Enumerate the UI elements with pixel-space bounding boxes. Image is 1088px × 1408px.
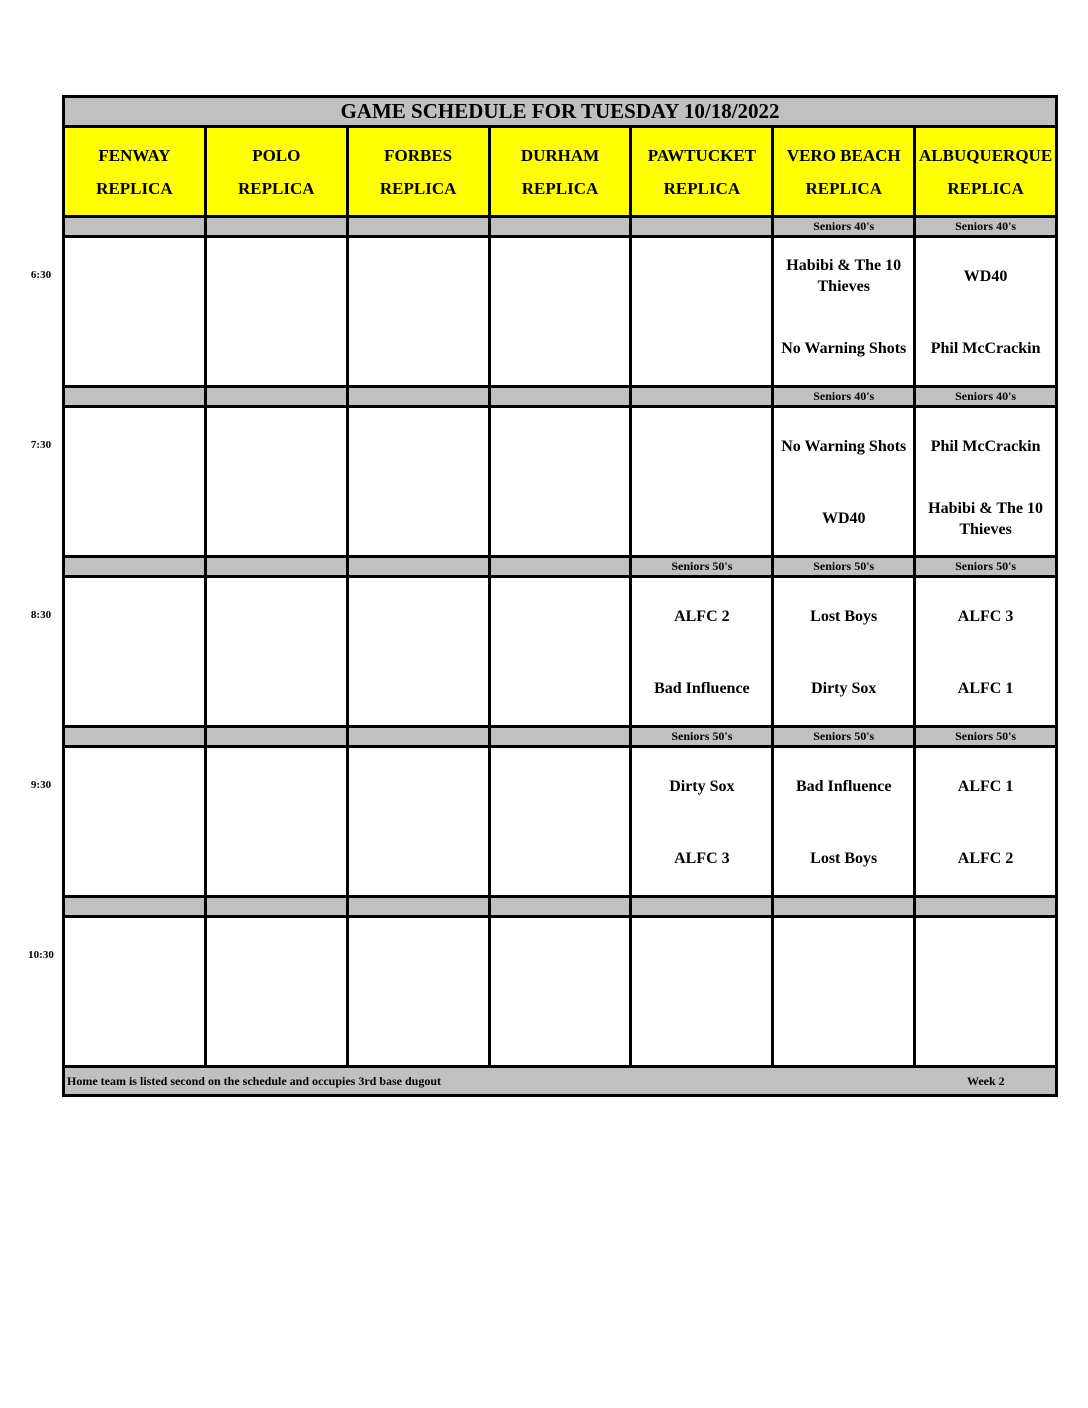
field-type: REPLICA [663,178,741,198]
field-header-albuquerque [916,128,1055,215]
away-team [916,918,1055,993]
division-row [65,385,1055,408]
division-label: Seniors 50's [916,558,1055,575]
game-cell [491,238,630,385]
division-label [916,898,1055,915]
field-type: REPLICA [521,178,599,198]
game-cell [491,918,630,1065]
home-team [491,653,630,726]
field-type: REPLICA [805,178,882,198]
home-team [65,823,204,896]
home-team [65,483,204,556]
game-cell [632,918,771,1065]
game-cell [491,748,630,895]
game-cell [65,748,204,895]
home-team [349,993,488,1066]
home-team [349,823,488,896]
division-label [632,388,771,405]
division-row [65,895,1055,918]
away-team [491,918,630,993]
division-label [65,558,204,575]
game-cell [916,748,1055,895]
time-slot-label: 7:30 [30,439,52,451]
away-team: Dirty Sox [669,777,735,795]
home-team: ALFC 3 [674,850,730,868]
away-team [349,408,488,483]
game-cell [349,238,488,385]
game-cell [207,578,346,725]
away-team [207,408,346,483]
game-cell [774,918,913,1065]
away-team [207,748,346,823]
away-team [491,578,630,653]
division-label [491,558,630,575]
away-team [65,578,204,653]
home-team: Phil McCrackin [930,340,1041,358]
away-team: Phil McCrackin [930,437,1041,455]
division-label: Seniors 50's [774,728,913,745]
home-team [349,653,488,726]
home-team [65,653,204,726]
field-header-vero-beach [774,128,913,215]
away-team [349,748,488,823]
field-name: FORBES [384,145,453,165]
field-type: REPLICA [947,178,1024,198]
game-cell [349,918,488,1065]
game-cell [632,748,771,895]
division-label [207,388,346,405]
field-header-fenway [65,128,204,215]
division-label [65,728,204,745]
home-team [632,483,771,556]
game-cell [349,578,488,725]
game-cell [774,748,913,895]
away-team: ALFC 2 [674,607,730,625]
home-team [207,823,346,896]
division-label [632,898,771,915]
home-team [916,993,1055,1066]
home-team: ALFC 1 [957,680,1014,698]
away-team [774,918,913,993]
game-cell [65,578,204,725]
division-label [349,218,488,235]
game-cell [916,408,1055,555]
away-team [491,238,630,313]
game-cell [207,408,346,555]
away-team [349,578,488,653]
time-slot-label: 9:30 [30,779,52,791]
home-team [65,993,204,1066]
game-cell [774,578,913,725]
away-team [207,238,346,313]
away-team [632,408,771,483]
home-team: Habibi & The 10 Thieves [928,499,1043,538]
field-name: VERO BEACH [786,145,901,165]
game-cell [65,918,204,1065]
game-cell [349,408,488,555]
division-label [774,898,913,915]
field-header-durham [491,128,630,215]
away-team: WD40 [963,267,1008,285]
home-team [774,993,913,1066]
division-label [349,728,488,745]
game-cell [774,238,913,385]
division-label [207,898,346,915]
game-row [65,918,1055,1065]
game-cell [632,578,771,725]
home-team [207,653,346,726]
division-label [632,218,771,235]
game-cell [207,238,346,385]
game-cell [65,238,204,385]
away-team [491,408,630,483]
field-header-pawtucket [632,128,771,215]
division-label: Seniors 40's [774,218,913,235]
field-header-row [65,128,1055,215]
division-label [65,898,204,915]
division-label: Seniors 50's [916,728,1055,745]
game-row [65,238,1055,385]
away-team: No Warning Shots [781,437,907,455]
game-cell [207,748,346,895]
schedule-table [62,95,1058,1097]
schedule-footer [65,1065,1055,1094]
game-cell [491,578,630,725]
away-team [349,918,488,993]
home-team [207,483,346,556]
division-row [65,725,1055,748]
home-team: WD40 [821,510,866,528]
home-team: Bad Influence [654,680,750,698]
game-cell [774,408,913,555]
home-team: Dirty Sox [811,680,877,698]
time-slots [65,215,1055,1065]
game-cell [491,408,630,555]
home-team: No Warning Shots [781,340,907,358]
division-label [349,558,488,575]
field-name: ALBUQUERQUE [918,145,1053,165]
home-team [207,313,346,386]
home-team: Lost Boys [810,850,878,868]
division-label [349,388,488,405]
week-label: Week 2 [967,1073,1005,1088]
field-name: PAWTUCKET [647,145,757,165]
field-name: DURHAM [520,145,600,165]
field-name: FENWAY [98,145,171,165]
division-label: Seniors 40's [774,388,913,405]
away-team [65,408,204,483]
away-team [632,238,771,313]
division-row [65,215,1055,238]
away-team: Lost Boys [810,607,878,625]
division-label [491,218,630,235]
division-label [491,388,630,405]
division-label [65,218,204,235]
away-team: ALFC 1 [957,777,1014,795]
home-team [349,313,488,386]
home-team [632,993,771,1066]
game-cell [916,238,1055,385]
time-slot-label: 8:30 [30,609,52,621]
time-slot-label: 10:30 [28,949,54,961]
away-team [65,748,204,823]
division-label: Seniors 50's [774,558,913,575]
home-team [632,313,771,386]
home-team [207,993,346,1066]
game-cell [349,748,488,895]
schedule-title: GAME SCHEDULE FOR TUESDAY 10/18/2022 [65,98,1055,128]
field-type: REPLICA [96,178,173,198]
home-team [491,313,630,386]
away-team: Habibi & The 10 Thieves [786,257,902,296]
home-team [491,993,630,1066]
division-label [491,898,630,915]
home-team [65,313,204,386]
game-row [65,408,1055,555]
game-cell [632,408,771,555]
home-team: ALFC 2 [957,850,1014,868]
home-team [491,483,630,556]
game-cell [916,918,1055,1065]
away-team [65,918,204,993]
game-cell [207,918,346,1065]
game-row [65,748,1055,895]
field-type: REPLICA [379,178,457,198]
division-label [207,728,346,745]
away-team [207,578,346,653]
division-label [349,898,488,915]
field-name: POLO [252,145,301,165]
game-cell [916,578,1055,725]
division-label: Seniors 50's [632,728,771,745]
away-team: ALFC 3 [957,607,1014,625]
division-label: Seniors 50's [632,558,771,575]
away-team [349,238,488,313]
division-label [207,558,346,575]
away-team [491,748,630,823]
footer-note: Home team is listed second on the schedule and occupies 3rd base dugout [67,1073,442,1088]
time-slot-label: 6:30 [30,269,52,281]
away-team: Bad Influence [795,777,892,795]
division-label [207,218,346,235]
home-team [349,483,488,556]
division-label: Seniors 40's [916,218,1055,235]
division-row [65,555,1055,578]
away-team [207,918,346,993]
home-team [491,823,630,896]
away-team [632,918,771,993]
field-type: REPLICA [238,178,315,198]
game-row [65,578,1055,725]
division-label: Seniors 40's [916,388,1055,405]
field-header-forbes [349,128,488,215]
away-team [65,238,204,313]
division-label [491,728,630,745]
field-header-polo [207,128,346,215]
game-cell [65,408,204,555]
division-label [65,388,204,405]
game-cell [632,238,771,385]
